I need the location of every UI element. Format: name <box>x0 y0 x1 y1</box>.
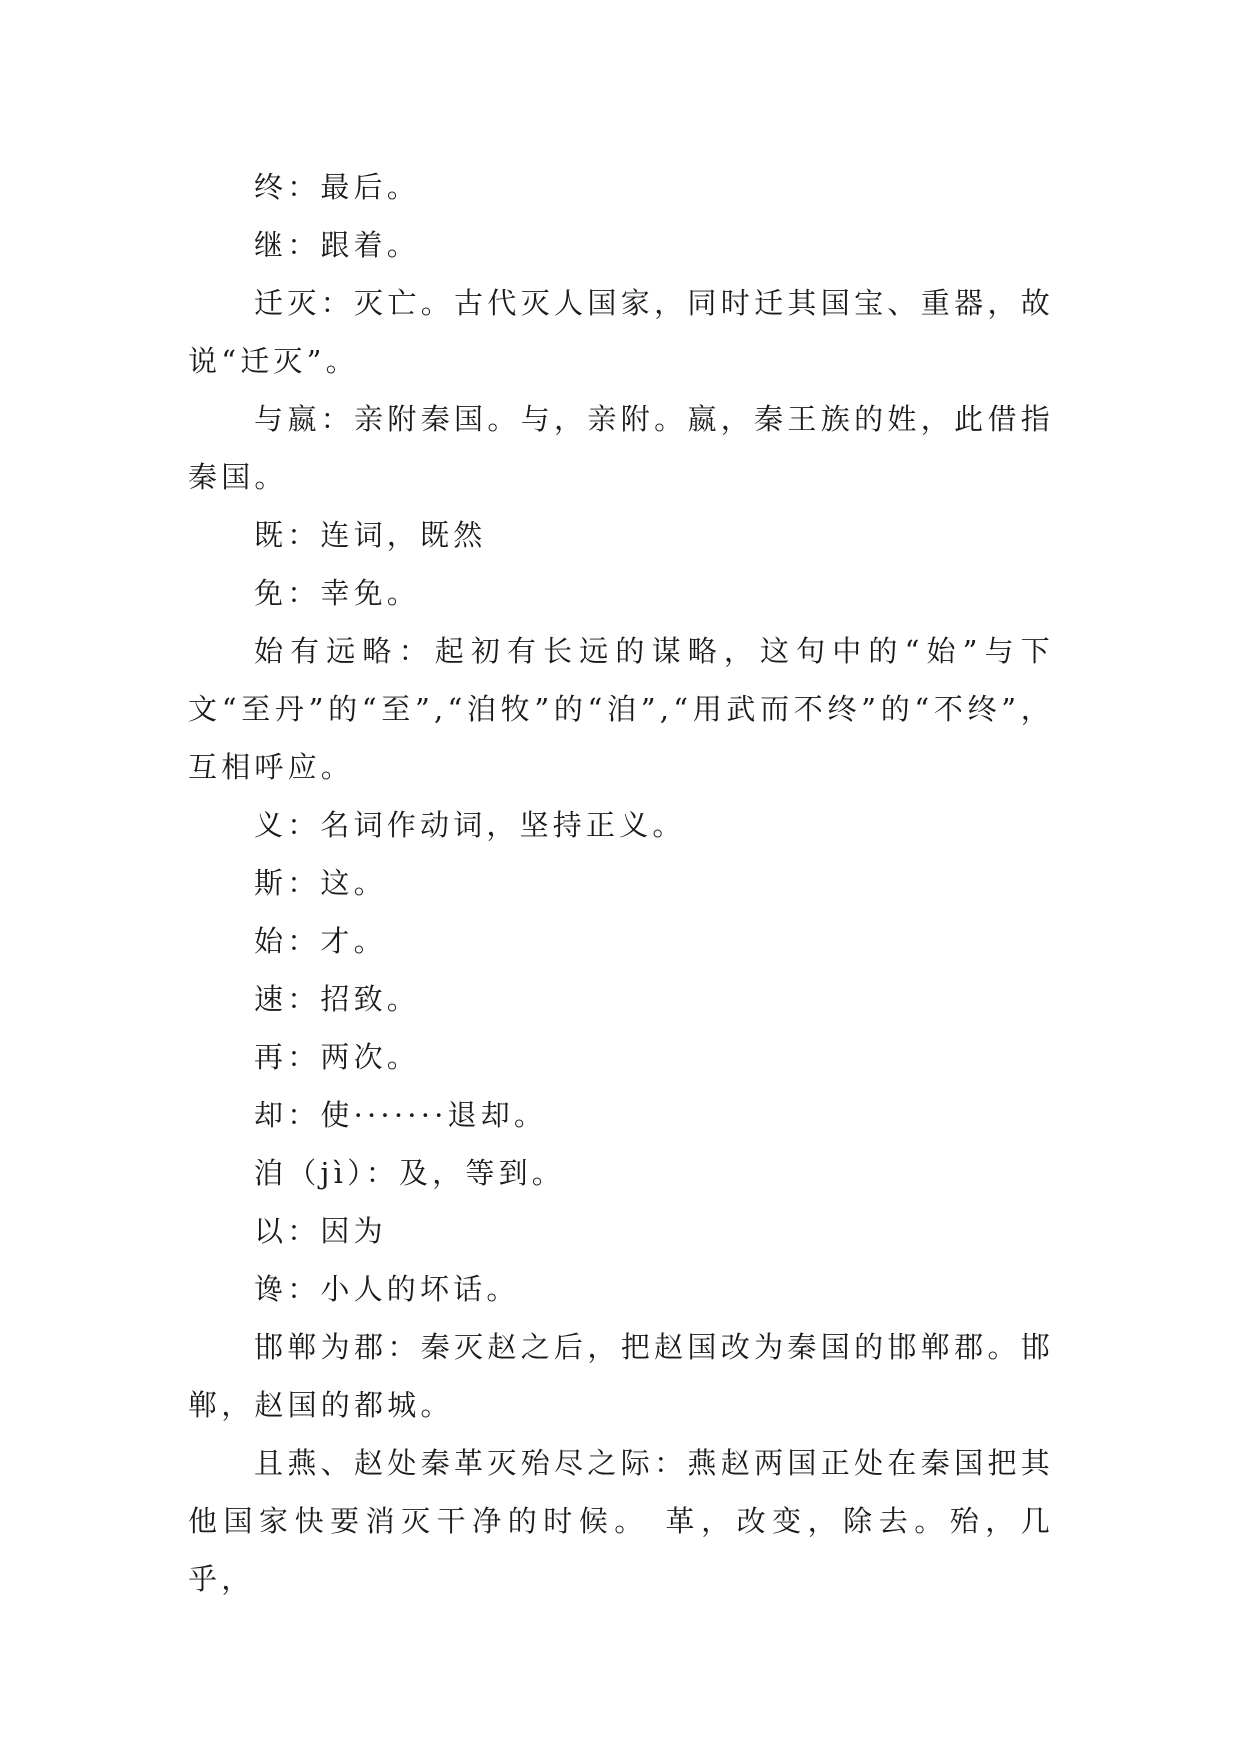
annotation-paragraph: 义：名词作动词，坚持正义。 <box>254 808 686 842</box>
annotation-paragraph: 始：才。 <box>254 924 387 958</box>
annotation-paragraph: 再：两次。 <box>254 1040 421 1074</box>
annotation-paragraph: 与嬴：亲附秦国。与，亲附。嬴，秦王族的姓，此借指秦国。 <box>188 402 1054 494</box>
annotation-paragraph: 继：跟着。 <box>254 228 421 262</box>
annotation-paragraph: 速：招致。 <box>254 982 421 1016</box>
annotation-paragraph: 迁灭：灭亡。古代灭人国家，同时迁其国宝、重器，故说“迁灭”。 <box>188 286 1054 378</box>
annotation-paragraph: 以：因为 <box>254 1214 387 1248</box>
annotation-paragraph: 免：幸免。 <box>254 576 421 610</box>
annotation-paragraph: 洎（jì）：及，等到。 <box>254 1156 565 1190</box>
annotation-paragraph: 始有远略：起初有长远的谋略，这句中的“始”与下文“至丹”的“至”,“洎牧”的“洎”,“用武而不终”的“不终”，互相呼应。 <box>188 634 1054 784</box>
annotation-paragraph: 且燕、赵处秦革灭殆尽之际：燕赵两国正处在秦国把其他国家快要消灭干净的时候。 革，改变，除去。殆，几乎， <box>188 1446 1054 1596</box>
annotation-paragraph: 斯：这。 <box>254 866 387 900</box>
annotation-paragraph: 谗：小人的坏话。 <box>254 1272 520 1306</box>
annotation-paragraph: 终：最后。 <box>254 170 421 204</box>
annotation-paragraph: 邯郸为郡：秦灭赵之后，把赵国改为秦国的邯郸郡。邯郸，赵国的都城。 <box>188 1330 1054 1422</box>
document-page <box>188 158 1054 1608</box>
annotation-paragraph: 却：使·······退却。 <box>254 1098 548 1132</box>
annotation-paragraph: 既：连词，既然 <box>254 518 487 552</box>
